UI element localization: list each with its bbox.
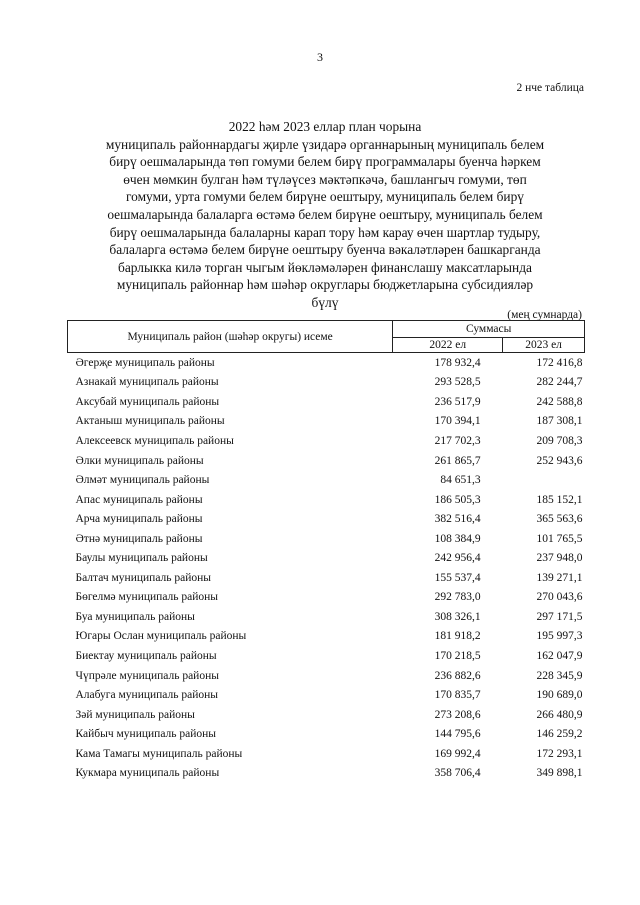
value-2022: 273 208,6 — [434, 708, 481, 721]
municipality-name: Кама Тамагы муниципаль районы — [75, 747, 243, 760]
title-line: бирү оешмаларында балаларны карап тору һәм карау өчен шартлар тудыру, — [109, 224, 541, 240]
municipality-name: Актаныш муниципаль районы — [75, 415, 225, 428]
value-2022: 382 516,4 — [434, 513, 481, 526]
column-header-sum: Суммасы — [393, 321, 585, 338]
value-2023: 172 293,1 — [536, 747, 583, 760]
title-line: бүлү — [311, 294, 339, 310]
table-row — [68, 373, 585, 393]
municipality-name: Арча муниципаль районы — [75, 513, 203, 526]
column-header-2023: 2023 ел — [503, 337, 585, 352]
table-row — [68, 763, 585, 783]
value-2022: 292 783,0 — [434, 591, 481, 604]
title-line: гомуми, урта гомуми белем бирүне оештыру, муниципаль белем бирү — [125, 189, 524, 205]
value-2022: 178 932,4 — [434, 356, 481, 369]
value-2023: 349 898,1 — [536, 767, 583, 780]
municipality-name: Аксубай муниципаль районы — [75, 395, 220, 408]
value-2023: 297 171,5 — [536, 610, 583, 623]
municipality-name: Зәй муниципаль районы — [75, 708, 195, 721]
value-2022: 170 394,1 — [434, 415, 481, 428]
table-row — [68, 568, 585, 588]
municipality-name: Кайбыч муниципаль районы — [75, 728, 217, 741]
table-row — [68, 705, 585, 725]
table-row — [68, 392, 585, 412]
value-2022: 155 537,4 — [434, 571, 481, 584]
table-row — [68, 724, 585, 744]
value-2023: 187 308,1 — [536, 415, 583, 428]
municipality-name: Балтач муниципаль районы — [75, 571, 212, 584]
municipality-name: Әлки муниципаль районы — [75, 454, 204, 467]
value-2023: 365 563,6 — [536, 513, 583, 526]
value-2022: 358 706,4 — [434, 767, 481, 780]
table-row — [68, 627, 585, 647]
value-2022: 170 218,5 — [434, 649, 481, 662]
value-2023: 252 943,6 — [536, 454, 583, 467]
value-2023 — [503, 470, 585, 490]
municipality-name: Әгерҗе муниципаль районы — [75, 356, 215, 369]
value-2023: 146 259,2 — [536, 728, 583, 741]
table-row — [68, 353, 585, 373]
municipality-name: Алексеевск муниципаль районы — [75, 434, 234, 447]
table-row — [68, 646, 585, 666]
value-2022: 186 505,3 — [434, 493, 481, 506]
column-header-municipality: Муниципаль район (шәһәр округы) исеме — [68, 321, 393, 353]
value-2023: 139 271,1 — [536, 571, 583, 584]
value-2022: 108 384,9 — [434, 532, 481, 545]
value-2023: 266 480,9 — [536, 708, 583, 721]
municipality-name: Әтнә муниципаль районы — [75, 532, 203, 545]
table-row — [68, 470, 585, 490]
table-row — [68, 607, 585, 627]
value-2023: 162 047,9 — [536, 649, 583, 662]
municipality-name: Буа муниципаль районы — [75, 610, 195, 623]
table-row — [68, 451, 585, 471]
table-label: 2 нче таблица — [516, 82, 584, 94]
document-title — [90, 118, 560, 312]
table-row — [68, 685, 585, 705]
title-line: өчен мөмкин булган һәм түләүсез мәктәпкәчә, башлангыч гомуми, төп — [123, 171, 527, 187]
page-number: 3 — [317, 50, 323, 64]
table-row — [68, 529, 585, 549]
value-2022: 236 517,9 — [434, 395, 481, 408]
value-2022: 169 992,4 — [434, 747, 481, 760]
value-2023: 185 152,1 — [536, 493, 583, 506]
value-2022: 144 795,6 — [434, 728, 481, 741]
value-2022: 217 702,3 — [434, 434, 481, 447]
title-line: бирү оешмаларында төп гомуми белем бирү программалары буенча һәркем — [109, 154, 541, 170]
value-2023: 228 345,9 — [536, 669, 583, 682]
table-body — [68, 353, 585, 784]
value-2023: 190 689,0 — [536, 689, 583, 702]
municipality-name: Азнакай муниципаль районы — [75, 376, 219, 389]
title-line: оешмаларында балаларга өстәмә белем бирүне оештыру, муниципаль белем — [107, 206, 543, 222]
municipality-name: Әлмәт муниципаль районы — [75, 474, 210, 487]
title-line: балаларга өстәмә белем бирүне оештыру буенча вәкаләтләрен башкарганда — [109, 242, 541, 258]
value-2023: 282 244,7 — [536, 376, 583, 389]
units-note: (мең сумнарда) — [507, 309, 582, 321]
value-2023: 209 708,3 — [536, 434, 583, 447]
table-row — [68, 412, 585, 432]
column-header-2022: 2022 ел — [393, 337, 503, 352]
value-2023: 101 765,5 — [536, 532, 583, 545]
value-2023: 270 043,6 — [536, 591, 583, 604]
value-2022: 170 835,7 — [434, 689, 481, 702]
municipality-name: Югары Ослан муниципаль районы — [75, 630, 247, 643]
municipality-name: Кукмара муниципаль районы — [75, 767, 220, 780]
municipality-name: Чүпрәле муниципаль районы — [75, 669, 219, 682]
title-line: муниципаль районнардагы җирле үзидарә органнарының муниципаль белем — [105, 136, 545, 152]
title-line: барлыкка килә торган чыгым йөкләмәләрен финанслашу максатларында — [118, 259, 532, 275]
subsidy-table — [67, 320, 585, 783]
value-2022: 242 956,4 — [434, 552, 481, 565]
value-2023: 237 948,0 — [536, 552, 583, 565]
municipality-name: Баулы муниципаль районы — [75, 552, 208, 565]
value-2023: 195 997,3 — [536, 630, 583, 643]
value-2022: 236 882,6 — [434, 669, 481, 682]
value-2022: 293 528,5 — [434, 376, 481, 389]
value-2022: 308 326,1 — [434, 610, 481, 623]
value-2023: 172 416,8 — [536, 356, 583, 369]
value-2022: 181 918,2 — [434, 630, 481, 643]
municipality-name: Биектау муниципаль районы — [75, 649, 217, 662]
value-2022: 261 865,7 — [434, 454, 481, 467]
municipality-name: Апас муниципаль районы — [75, 493, 203, 506]
title-line: 2022 һәм 2023 еллар план чорына — [228, 119, 422, 134]
table-row — [68, 490, 585, 510]
table-row — [68, 744, 585, 764]
municipality-name: Алабуга муниципаль районы — [75, 689, 219, 702]
table-row — [68, 588, 585, 608]
municipality-name: Бөгелмә муниципаль районы — [75, 591, 219, 604]
table-row — [68, 431, 585, 451]
title-line: муниципаль районнар һәм шәһәр округлары бюджетларына субсидияләр — [116, 277, 534, 293]
value-2023: 242 588,8 — [536, 395, 583, 408]
value-2022: 84 651,3 — [440, 474, 481, 487]
table-row — [68, 666, 585, 686]
table-row — [68, 509, 585, 529]
table-row — [68, 548, 585, 568]
